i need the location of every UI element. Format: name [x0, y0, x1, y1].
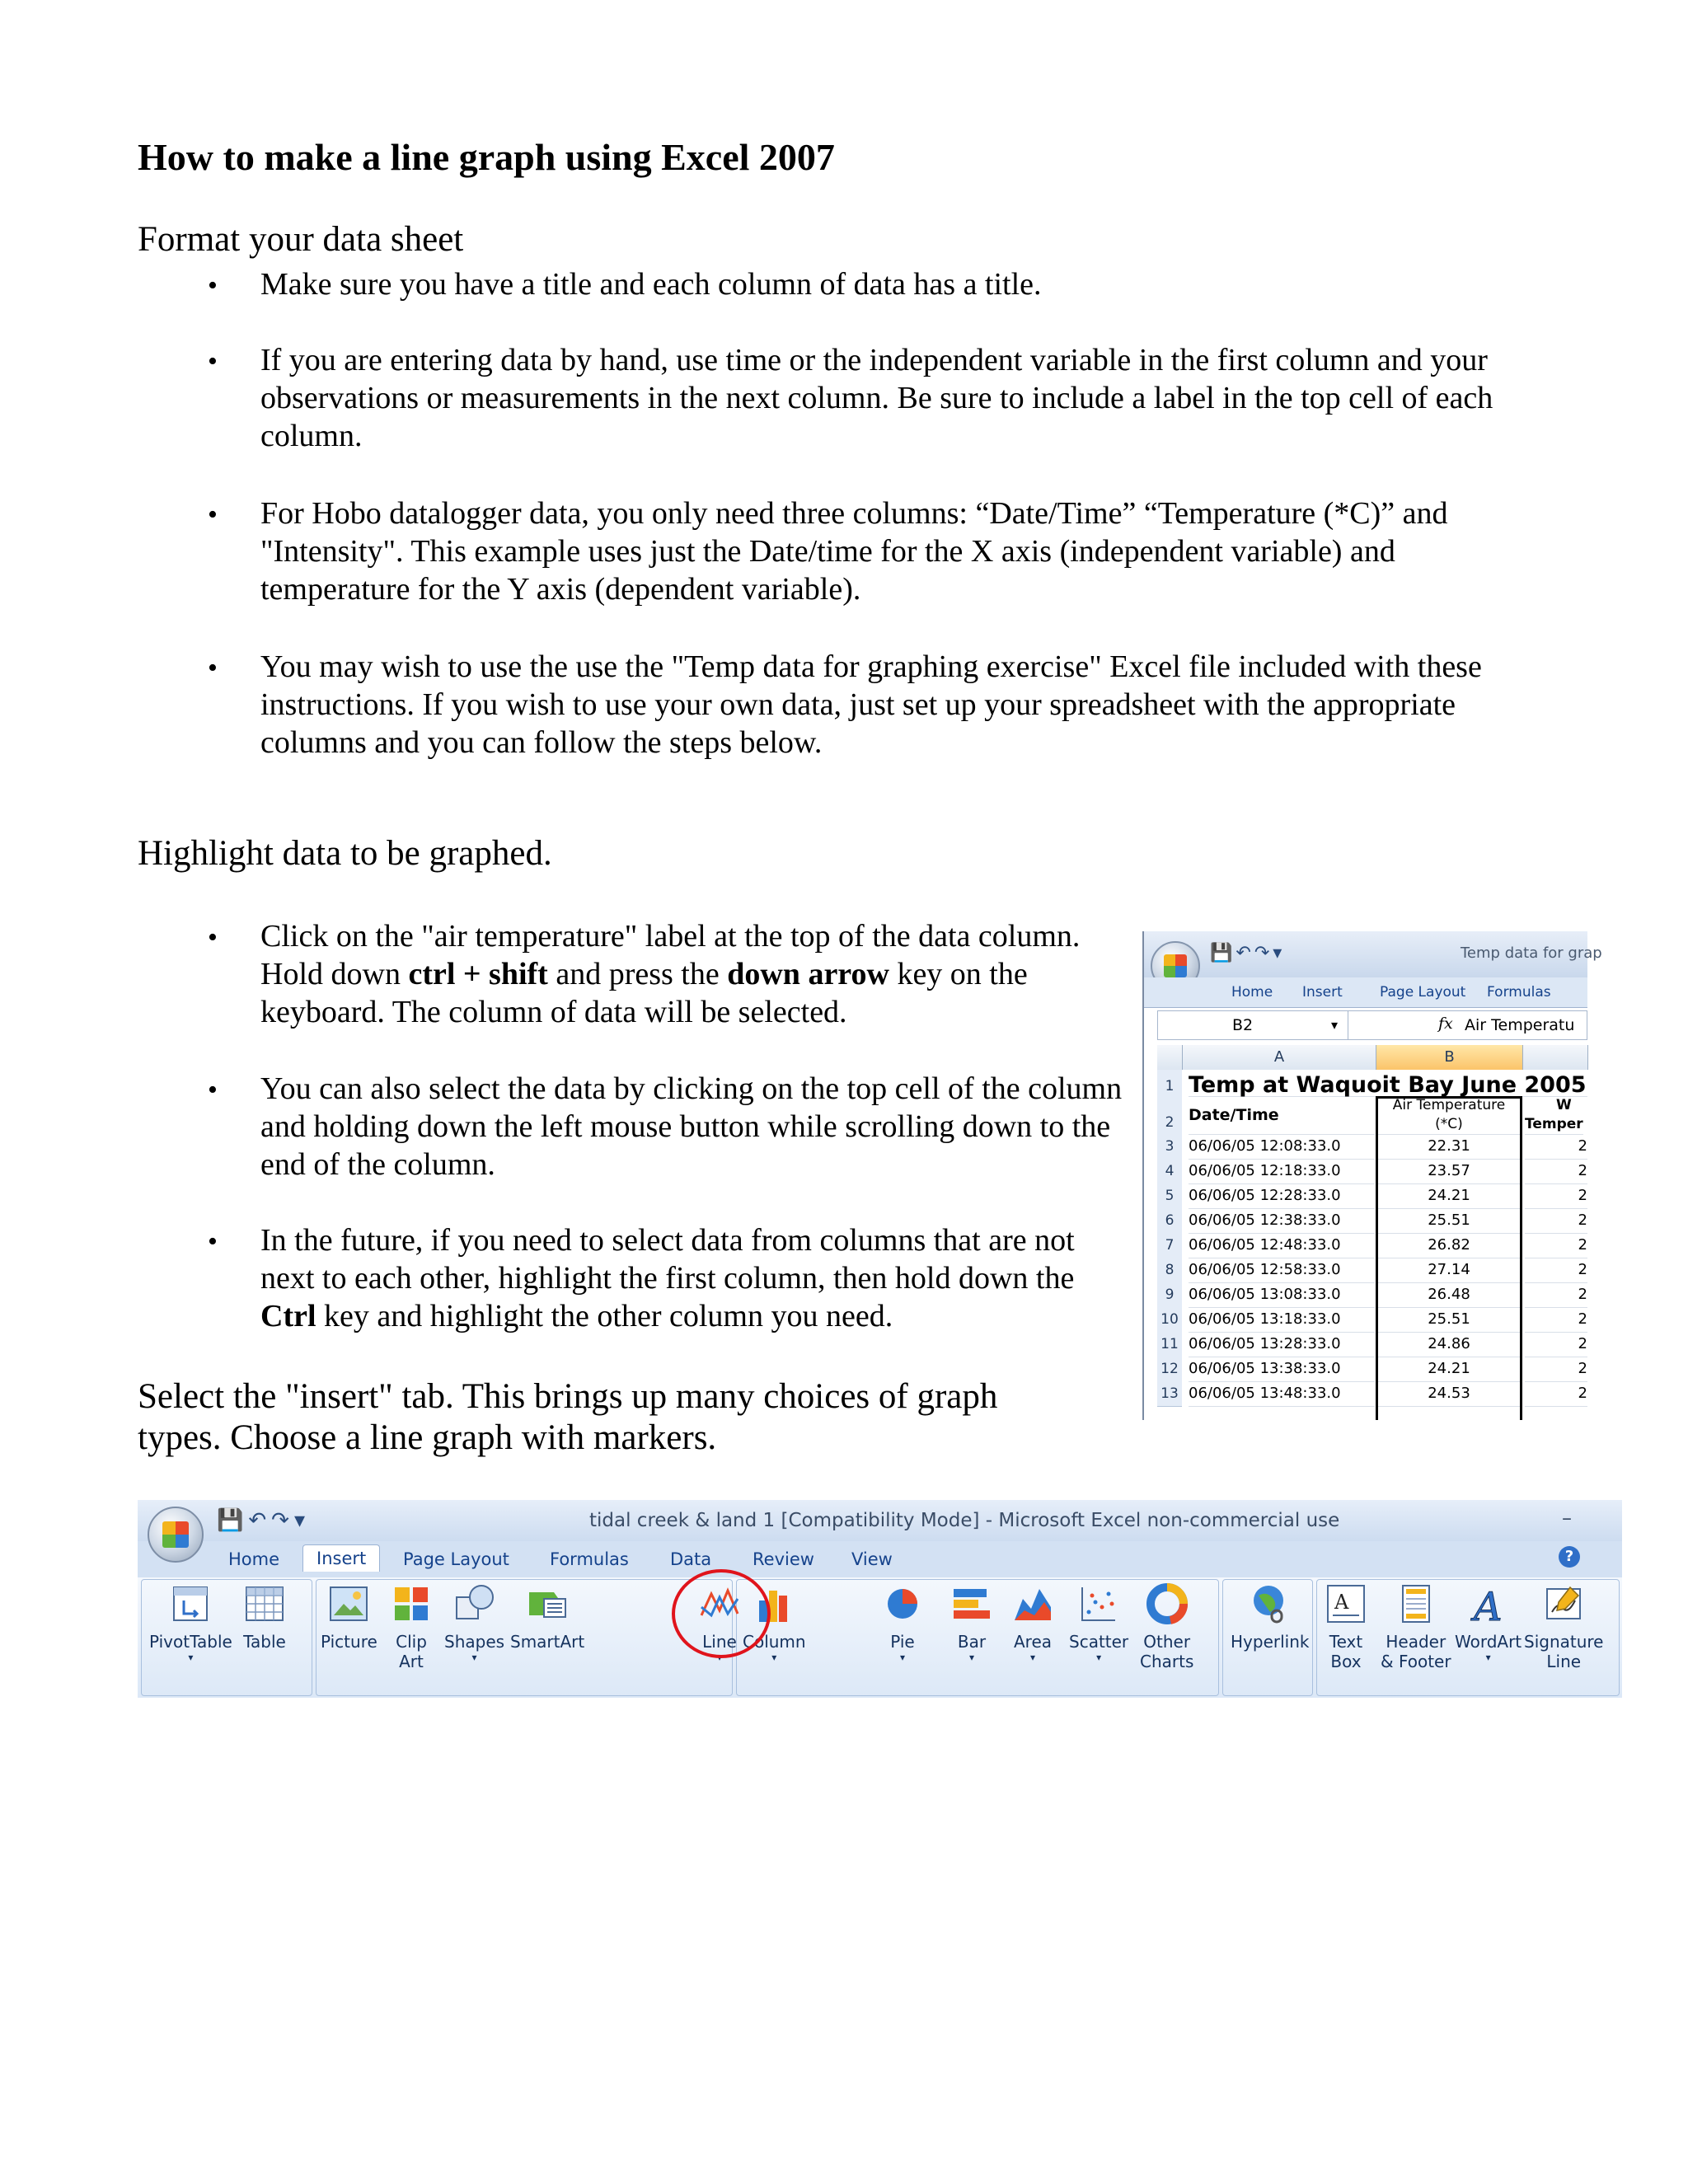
date-cell: 06/06/05 13:48:33.0	[1189, 1381, 1375, 1407]
water-temp-cell: 2	[1525, 1183, 1587, 1209]
row-header[interactable]: 4	[1157, 1159, 1182, 1184]
tab-page-layout[interactable]: Page Layout	[403, 1549, 509, 1569]
tab-page-layout[interactable]: Page Layout	[1380, 984, 1466, 1001]
picture-button[interactable]: Picture	[321, 1582, 377, 1652]
smartart-icon	[526, 1582, 569, 1625]
header-water-temp: W	[1556, 1097, 1572, 1113]
water-temp-cell: 2	[1525, 1134, 1587, 1160]
date-cell: 06/06/05 12:58:33.0	[1189, 1258, 1375, 1283]
name-box[interactable]: B2 ▾	[1158, 1011, 1348, 1039]
water-temp-cell: 2	[1525, 1208, 1587, 1234]
tab-home[interactable]: Home	[1231, 984, 1273, 1001]
date-cell: 06/06/05 13:08:33.0	[1189, 1282, 1375, 1308]
highlight-bullet-2: • You can also select the data by clicking on the top cell of the column and holding down the left mouse button while scrolling down to the end of the column.	[208, 1070, 1123, 1183]
date-cell: 06/06/05 12:38:33.0	[1189, 1208, 1375, 1234]
section-heading-highlight: Highlight data to be graphed.	[138, 834, 552, 873]
key-combo: ctrl + shift	[408, 957, 548, 991]
date-cell: 06/06/05 13:18:33.0	[1189, 1307, 1375, 1333]
bullet-dot	[208, 494, 224, 534]
date-cell: 06/06/05 12:08:33.0	[1189, 1134, 1375, 1160]
header-temp-unit: (*C)	[1378, 1114, 1520, 1135]
help-icon[interactable]: ?	[1559, 1546, 1580, 1568]
dropdown-arrow-icon: ▾	[1485, 1652, 1491, 1663]
dropdown-arrow-icon: ▾	[188, 1652, 194, 1663]
temperature-cell: 27.14	[1378, 1258, 1520, 1283]
tab-data[interactable]: Data	[670, 1549, 712, 1569]
dropdown-arrow-icon: ▾	[899, 1652, 906, 1663]
temperature-cell: 23.57	[1378, 1159, 1520, 1184]
column-chart-button[interactable]: Column ▾	[743, 1582, 806, 1663]
bullet-dot	[208, 917, 224, 957]
highlight-bullet-3: • In the future, if you need to select data from columns that are not next to each other, highlight the first column, then hold down the Ctrl key and highlight the other column you need.	[208, 1221, 1123, 1335]
bullet-dot	[208, 1221, 224, 1261]
row-header[interactable]: 2	[1157, 1096, 1182, 1135]
select-all-corner[interactable]	[1157, 1045, 1183, 1070]
dropdown-arrow-icon: ▾	[471, 1652, 477, 1663]
line-button-highlight-circle	[672, 1569, 771, 1658]
water-temp-cell: 2	[1525, 1332, 1587, 1357]
line-chart-button[interactable]: Line ▾	[680, 1582, 759, 1663]
section-heading-format: Format your data sheet	[138, 220, 464, 259]
quick-access-toolbar[interactable]: 💾↶↷▾	[217, 1508, 310, 1533]
select-insert-instruction: Select the "insert" tab. This brings up many choices of graph types. Choose a line graph with markers.	[138, 1377, 998, 1457]
dropdown-arrow-icon: ▾	[771, 1652, 777, 1663]
ribbon-title-bar	[138, 1500, 1622, 1541]
water-temp-cell: 2	[1525, 1282, 1587, 1308]
pivottable-icon	[169, 1582, 212, 1625]
date-cell: 06/06/05 12:48:33.0	[1189, 1233, 1375, 1258]
table-icon	[243, 1582, 286, 1625]
temperature-cell: 24.86	[1378, 1332, 1520, 1357]
row-header[interactable]: 12	[1157, 1357, 1182, 1382]
minimize-icon[interactable]: –	[1562, 1507, 1572, 1530]
area-chart-icon	[1011, 1582, 1054, 1625]
formula-input[interactable]: Air Temperatu	[1465, 1016, 1575, 1034]
header-footer-icon	[1395, 1582, 1437, 1625]
scatter-chart-button[interactable]: Scatter ▾	[1069, 1582, 1128, 1663]
wordart-button[interactable]: A WordArt ▾	[1455, 1584, 1522, 1663]
temperature-cell: 24.21	[1378, 1183, 1520, 1209]
shapes-button[interactable]: Shapes ▾	[444, 1582, 504, 1663]
tab-insert[interactable]: Insert	[302, 1544, 380, 1572]
row-header[interactable]: 8	[1157, 1258, 1182, 1283]
date-cell: 06/06/05 12:28:33.0	[1189, 1183, 1375, 1209]
fx-icon[interactable]: fx	[1438, 1015, 1453, 1033]
bullet-dot	[208, 1070, 224, 1109]
row-header[interactable]: 10	[1157, 1307, 1182, 1333]
bullet-dot	[208, 341, 224, 381]
window-title: Temp data for grap	[1461, 944, 1602, 962]
ribbon-tabs	[138, 1541, 1622, 1577]
tab-review[interactable]: Review	[753, 1549, 814, 1569]
format-bullet-1: • Make sure you have a title and each column of data has a title.	[208, 265, 1526, 303]
signature-line-icon	[1542, 1582, 1585, 1625]
scatter-chart-icon	[1077, 1582, 1120, 1625]
table-button[interactable]: Table	[243, 1582, 286, 1652]
row-header[interactable]: 5	[1157, 1183, 1182, 1209]
header-water-temp-2: Temper	[1525, 1114, 1583, 1135]
row-header[interactable]: 7	[1157, 1233, 1182, 1258]
water-temp-cell: 2	[1525, 1233, 1587, 1258]
row-header[interactable]: 11	[1157, 1332, 1182, 1357]
ribbon-tabs	[1144, 977, 1587, 1008]
picture-icon	[327, 1582, 370, 1625]
column-header-c[interactable]	[1523, 1045, 1588, 1070]
header-date-time: Date/Time	[1189, 1096, 1375, 1135]
doughnut-chart-icon	[1146, 1582, 1189, 1625]
clip-art-button[interactable]: Clip Art	[390, 1582, 433, 1671]
smartart-button[interactable]: SmartArt	[510, 1582, 584, 1652]
tab-home[interactable]: Home	[228, 1549, 280, 1569]
tab-insert[interactable]: Insert	[1302, 984, 1343, 1001]
row-header[interactable]: 1	[1157, 1070, 1182, 1097]
format-bullet-2: • If you are entering data by hand, use time or the independent variable in the first column and your observations or measurements in the next column. Be sure to include a label in the top cell of each column.	[208, 341, 1526, 455]
temperature-cell: 26.82	[1378, 1233, 1520, 1258]
text-box-button[interactable]: A Text Box	[1325, 1582, 1367, 1671]
pivottable-button[interactable]: PivotTable ▾	[149, 1582, 232, 1663]
row-header[interactable]: 9	[1157, 1282, 1182, 1308]
header-air-temperature: Air Temperature	[1392, 1097, 1506, 1113]
column-header-a[interactable]: A	[1183, 1045, 1376, 1070]
signature-line-button[interactable]: Signature Line	[1524, 1582, 1603, 1671]
temperature-cell: 25.51	[1378, 1208, 1520, 1234]
row-header[interactable]: 3	[1157, 1134, 1182, 1160]
row-header[interactable]: 6	[1157, 1208, 1182, 1234]
date-cell: 06/06/05 13:38:33.0	[1189, 1357, 1375, 1382]
pie-chart-button[interactable]: Pie ▾	[881, 1582, 924, 1663]
title-bar	[1144, 931, 1602, 977]
column-header-b[interactable]: B	[1376, 1045, 1523, 1070]
temperature-cell: 22.31	[1378, 1134, 1520, 1160]
document-title: How to make a line graph using Excel 2007	[138, 136, 835, 178]
bullet-dot	[208, 648, 224, 687]
format-bullet-4: • You may wish to use the use the "Temp data for graphing exercise" Excel file included with these instructions. If you wish to use your own data, just set up your spreadsheet with the appropriate columns and you can follow the steps below.	[208, 648, 1526, 762]
date-cell: 06/06/05 13:28:33.0	[1189, 1332, 1375, 1357]
selection-outline	[1376, 1096, 1522, 1420]
key-name: down arrow	[727, 957, 889, 991]
dropdown-arrow-icon: ▾	[716, 1652, 723, 1663]
shapes-icon	[453, 1582, 496, 1625]
water-temp-cell: 2	[1525, 1258, 1587, 1283]
date-cell: 06/06/05 12:18:33.0	[1189, 1159, 1375, 1184]
wordart-icon	[1467, 1582, 1510, 1630]
quick-access-toolbar[interactable]: 💾↶↷▾	[1210, 943, 1286, 963]
bar-chart-button[interactable]: Bar ▾	[950, 1582, 993, 1663]
hyperlink-button[interactable]: Hyperlink	[1231, 1582, 1309, 1652]
temperature-cell: 26.48	[1378, 1282, 1520, 1308]
pie-chart-icon	[881, 1582, 924, 1625]
temperature-cell: 25.51	[1378, 1307, 1520, 1333]
dropdown-arrow-icon: ▾	[1029, 1652, 1036, 1663]
svg-text:A: A	[1473, 1584, 1503, 1630]
spreadsheet-screenshot	[1142, 931, 1602, 1420]
header-footer-button[interactable]: Header & Footer	[1381, 1582, 1451, 1671]
excel-ribbon-screenshot	[138, 1500, 1622, 1698]
sheet-title-cell: Temp at Waquoit Bay June 2005	[1189, 1070, 1587, 1097]
bullet-dot	[208, 265, 224, 305]
dropdown-arrow-icon: ▾	[968, 1652, 975, 1663]
temperature-cell: 24.53	[1378, 1381, 1520, 1407]
hyperlink-icon	[1249, 1582, 1292, 1625]
tab-formulas[interactable]: Formulas	[550, 1549, 629, 1569]
window-title: tidal creek & land 1 [Compatibility Mode] - Microsoft Excel non-commercial use	[589, 1510, 1340, 1531]
bar-chart-icon	[950, 1582, 993, 1625]
row-header[interactable]: 13	[1157, 1381, 1182, 1407]
format-bullet-3: • For Hobo datalogger data, you only need three columns: “Date/Time” “Temperature (*C)” and "Intensity". This example uses just the Date/time for the X axis (independent variable) and temperature for the Y axis (dependent variable).	[208, 494, 1526, 608]
svg-text:A: A	[1334, 1591, 1349, 1614]
formula-bar	[1157, 1010, 1587, 1040]
other-charts-button[interactable]: Other Charts	[1140, 1582, 1193, 1671]
ribbon-body	[138, 1577, 1622, 1698]
dropdown-arrow-icon: ▾	[1096, 1652, 1102, 1663]
office-button[interactable]	[148, 1507, 204, 1563]
area-chart-button[interactable]: Area ▾	[1011, 1582, 1054, 1663]
water-temp-cell: 2	[1525, 1159, 1587, 1184]
water-temp-cell: 2	[1525, 1381, 1587, 1407]
tab-formulas[interactable]: Formulas	[1487, 984, 1551, 1001]
text-box-icon	[1325, 1582, 1367, 1625]
key-name: Ctrl	[260, 1299, 316, 1333]
water-temp-cell: 2	[1525, 1307, 1587, 1333]
clip-art-icon	[390, 1582, 433, 1625]
highlight-bullet-1: • Click on the "air temperature" label at the top of the data column. Hold down ctrl + shift and press the down arrow key on the keyboard. The column of data will be selected.	[208, 917, 1123, 1031]
water-temp-cell: 2	[1525, 1357, 1587, 1382]
tab-view[interactable]: View	[851, 1549, 893, 1569]
temperature-cell: 24.21	[1378, 1357, 1520, 1382]
